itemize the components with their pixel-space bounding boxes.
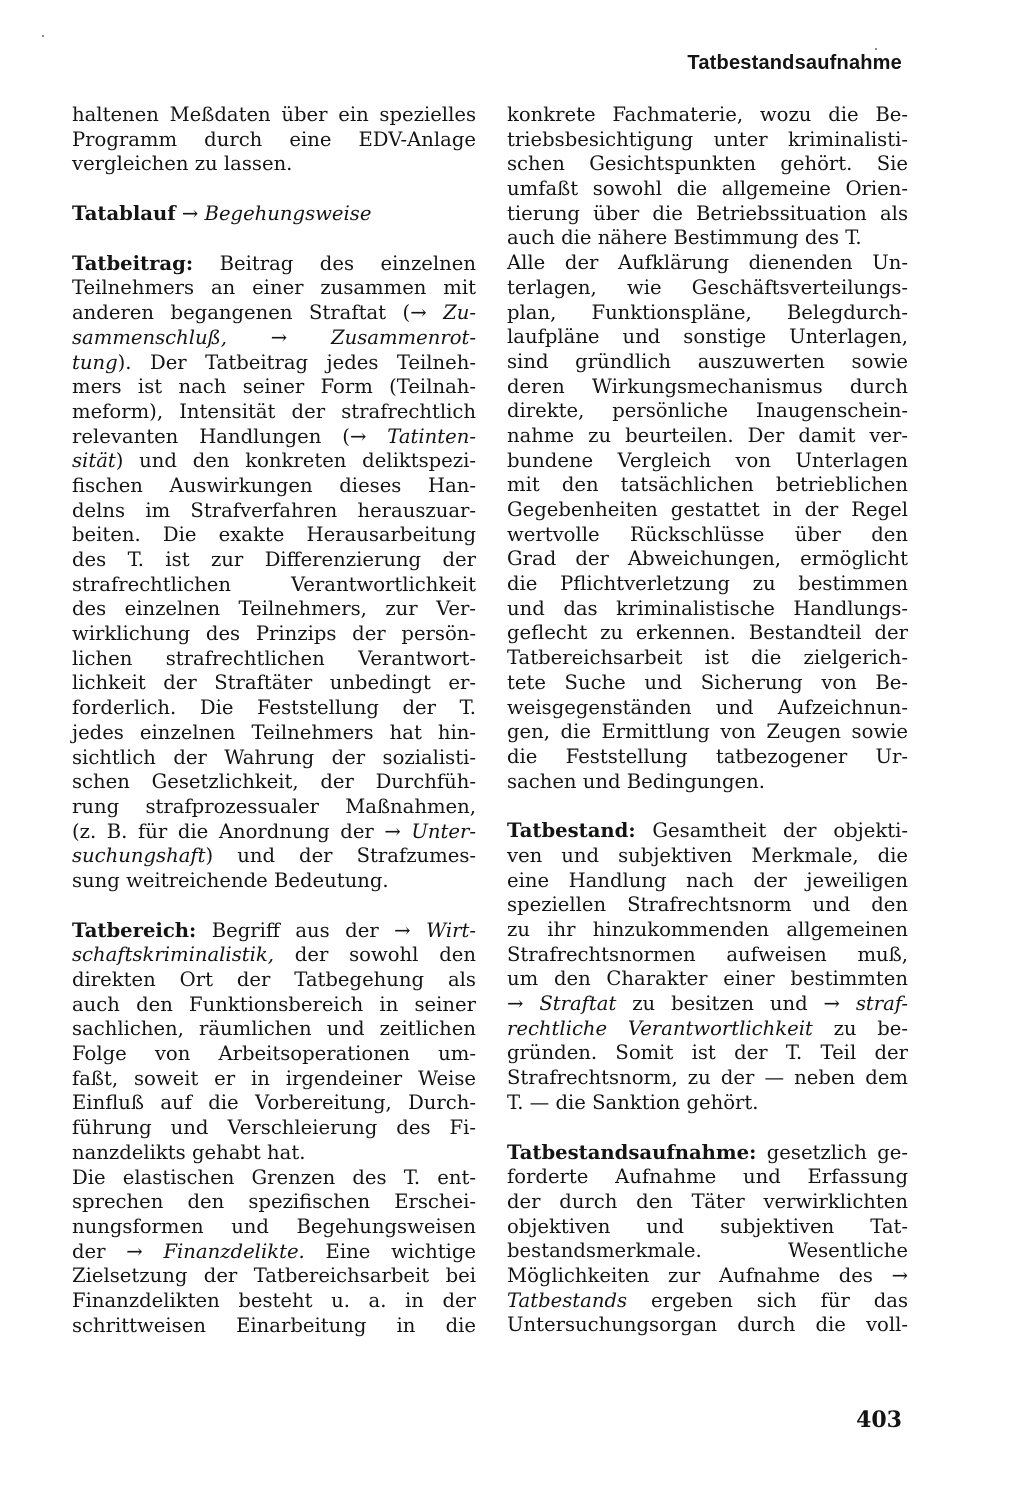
text-line: zu ihr hinzukommenden allgemeinen: [507, 918, 908, 941]
text-line: sität) und den konkreten deliktspezi-: [72, 449, 476, 473]
text-line: nanzdelikts gehabt hat.: [72, 1140, 306, 1164]
text-line: konkrete Fachmaterie, wozu die Be-: [507, 103, 908, 126]
text-line: auch die nähere Bestimmung des T.: [507, 226, 862, 250]
text-line: beiten. Die exakte Herausarbeitung: [72, 523, 476, 547]
text-line: Tatbeitrag: Beitrag des einzelnen: [72, 251, 476, 275]
text-line: wirklichung des Prinzips der persön-: [72, 622, 476, 646]
text-line: forderlich. Die Feststellung der T.: [72, 696, 476, 720]
paragraph-gap: [507, 794, 908, 819]
text-line: faßt, soweit er in irgendeiner Weise: [72, 1066, 476, 1090]
text-line: fischen Auswirkungen dieses Han-: [72, 473, 476, 497]
text-line: Untersuchungsorgan durch die voll-: [507, 1313, 908, 1337]
text-line: mit den tatsächlichen betrieblichen: [507, 473, 908, 497]
text-line: schen Gesichtspunkten gehört. Sie: [507, 152, 908, 176]
text-line: rung strafprozessualer Maßnahmen,: [72, 794, 476, 818]
text-line: geflecht zu erkennen. Bestandteil der: [507, 621, 908, 645]
text-line: sind gründlich auszuwerten sowie: [507, 349, 908, 373]
text-line: die Feststellung tatbezogener Ur-: [507, 744, 908, 768]
text-line: direkte, persönliche Inaugenschein-: [507, 399, 908, 423]
text-line: Tatbestand: Gesamtheit der objekti-: [507, 819, 908, 843]
text-line: forderte Aufnahme und Erfassung: [507, 1165, 908, 1189]
paragraph-gap: [507, 1116, 908, 1141]
left-column: [72, 103, 476, 1338]
text-line: Folge von Arbeitsoperationen um-: [72, 1042, 476, 1066]
text-line: Strafrechtsnorm, zu der — neben dem: [507, 1066, 908, 1090]
text-line: sachen und Bedingungen.: [507, 769, 765, 793]
scan-speck: [875, 48, 877, 50]
text-line: die Pflichtverletzung zu bestimmen: [507, 572, 908, 596]
text-line: tierung über die Betriebssituation als: [507, 201, 908, 225]
text-line: umfaßt sowohl die allgemeine Orien-: [507, 177, 908, 201]
text-line: der durch den Täter verwirklichten: [507, 1189, 908, 1213]
text-line: vergleichen zu lassen.: [72, 152, 293, 176]
text-line: schrittweisen Einarbeitung in die: [72, 1313, 476, 1337]
paragraph-gap: [72, 894, 476, 919]
text-line: Tatbestands ergeben sich für das: [507, 1288, 908, 1312]
text-line: tung). Der Tatbeitrag jedes Teilneh-: [72, 350, 476, 374]
text-line: T. — die Sanktion gehört.: [507, 1090, 759, 1114]
text-line: triebsbesichtigung unter kriminalisti-: [507, 127, 908, 151]
text-line: Grad der Abweichungen, ermöglicht: [507, 547, 908, 571]
text-line: des T. ist zur Differenzierung der: [72, 548, 476, 571]
text-line: nungsformen und Begehungsweisen: [72, 1214, 476, 1238]
text-line: Strafrechtsnormen aufweisen muß,: [507, 942, 908, 966]
text-line: (z. B. für die Anordnung der → Unter-: [72, 819, 476, 843]
text-line: sachlichen, räumlichen und zeitlichen: [72, 1017, 476, 1041]
text-line: Tatablauf → Begehungsweise: [72, 202, 372, 226]
text-line: strafrechtlichen Verantwortlichkeit: [72, 572, 476, 596]
text-line: sammenschluß, → Zusammenrot-: [72, 325, 476, 349]
text-line: Tatbestandsaufnahme: gesetzlich ge-: [507, 1140, 908, 1164]
text-line: nahme zu beurteilen. Der damit ver-: [507, 423, 908, 447]
text-line: lichkeit der Straftäter unbedingt er-: [72, 671, 476, 695]
text-line: weisgegenständen und Aufzeichnun-: [507, 695, 908, 719]
text-line: objektiven und subjektiven Tat-: [507, 1214, 908, 1238]
text-line: Tatbereich: Begriff aus der → Wirt-: [72, 918, 476, 942]
text-line: jedes einzelnen Teilnehmers hat hin-: [72, 720, 476, 744]
text-line: relevanten Handlungen (→ Tatinten-: [72, 424, 476, 448]
text-line: und das kriminalistische Handlungs-: [507, 596, 908, 620]
text-line: terlagen, wie Geschäftsverteilungs-: [507, 275, 908, 299]
text-line: Programm durch eine EDV-Anlage: [72, 127, 476, 151]
scan-speck: [42, 35, 44, 37]
text-line: Die elastischen Grenzen des T. ent-: [72, 1165, 476, 1189]
text-line: des einzelnen Teilnehmers, zur Ver-: [72, 597, 476, 621]
text-line: speziellen Strafrechtsnorm und den: [507, 893, 908, 917]
paragraph-gap: [72, 177, 476, 202]
running-head: Tatbestandsaufnahme: [687, 52, 902, 74]
text-line: schen Gesetzlichkeit, der Durchfüh-: [72, 770, 476, 794]
text-line: bestandsmerkmale. Wesentliche: [507, 1239, 908, 1263]
text-line: lichen strafrechtlichen Verantwort-: [72, 646, 476, 670]
text-line: Finanzdelikten besteht u. a. in der: [72, 1288, 476, 1312]
text-line: schaftskriminalistik, der sowohl den: [72, 943, 476, 967]
text-line: Gegebenheiten gestattet in der Regel: [507, 498, 908, 521]
right-column: [507, 103, 908, 1338]
text-line: haltenen Meßdaten über ein spezielles: [72, 103, 476, 126]
text-line: ven und subjektiven Merkmale, die: [507, 843, 908, 867]
text-line: tete Suche und Sicherung von Be-: [507, 670, 908, 694]
text-line: Einfluß auf die Vorbereitung, Durch-: [72, 1091, 476, 1115]
text-line: laufpläne und sonstige Unterlagen,: [507, 325, 908, 349]
text-line: Teilnehmers an einer zusammen mit: [72, 276, 476, 300]
text-line: sichtlich der Wahrung der sozialisti-: [72, 745, 476, 769]
page-number: 403: [856, 1407, 902, 1433]
text-line: delns im Strafverfahren herauszuar-: [72, 498, 476, 522]
text-line: direkten Ort der Tatbegehung als: [72, 968, 476, 991]
text-line: plan, Funktionspläne, Belegdurch-: [507, 300, 908, 324]
text-line: gründen. Somit ist der T. Teil der: [507, 1041, 908, 1065]
text-line: auch den Funktionsbereich in seiner: [72, 992, 476, 1016]
text-line: → Straftat zu besitzen und → straf-: [507, 992, 908, 1016]
text-line: Tatbereichsarbeit ist die zielgerich-: [507, 646, 908, 670]
text-line: Möglichkeiten zur Aufnahme des →: [507, 1263, 908, 1287]
text-line: suchungshaft) und der Strafzumes-: [72, 844, 476, 868]
text-line: der → Finanzdelikte. Eine wichtige: [72, 1239, 476, 1263]
text-line: sprechen den spezifischen Erschei-: [72, 1190, 476, 1214]
text-line: bundene Vergleich von Unterlagen: [507, 448, 908, 472]
text-line: deren Wirkungsmechanismus durch: [507, 374, 908, 398]
text-line: eine Handlung nach der jeweiligen: [507, 868, 908, 892]
text-line: sung weitreichende Bedeutung.: [72, 868, 389, 892]
text-line: Zielsetzung der Tatbereichsarbeit bei: [72, 1264, 476, 1288]
text-line: rechtliche Verantwortlichkeit zu be-: [507, 1016, 908, 1040]
text-line: führung und Verschleierung des Fi-: [72, 1116, 476, 1140]
text-line: um den Charakter einer bestimmten: [507, 967, 908, 991]
text-line: Alle der Aufklärung dienenden Un-: [507, 251, 908, 275]
text-line: mers ist nach seiner Form (Teilnah-: [72, 375, 476, 399]
paragraph-gap: [72, 227, 476, 252]
text-line: wertvolle Rückschlüsse über den: [507, 522, 908, 546]
text-line: gen, die Ermittlung von Zeugen sowie: [507, 720, 908, 744]
text-line: meform), Intensität der strafrechtlich: [72, 399, 476, 423]
text-line: anderen begangenen Straftat (→ Zu-: [72, 301, 476, 325]
